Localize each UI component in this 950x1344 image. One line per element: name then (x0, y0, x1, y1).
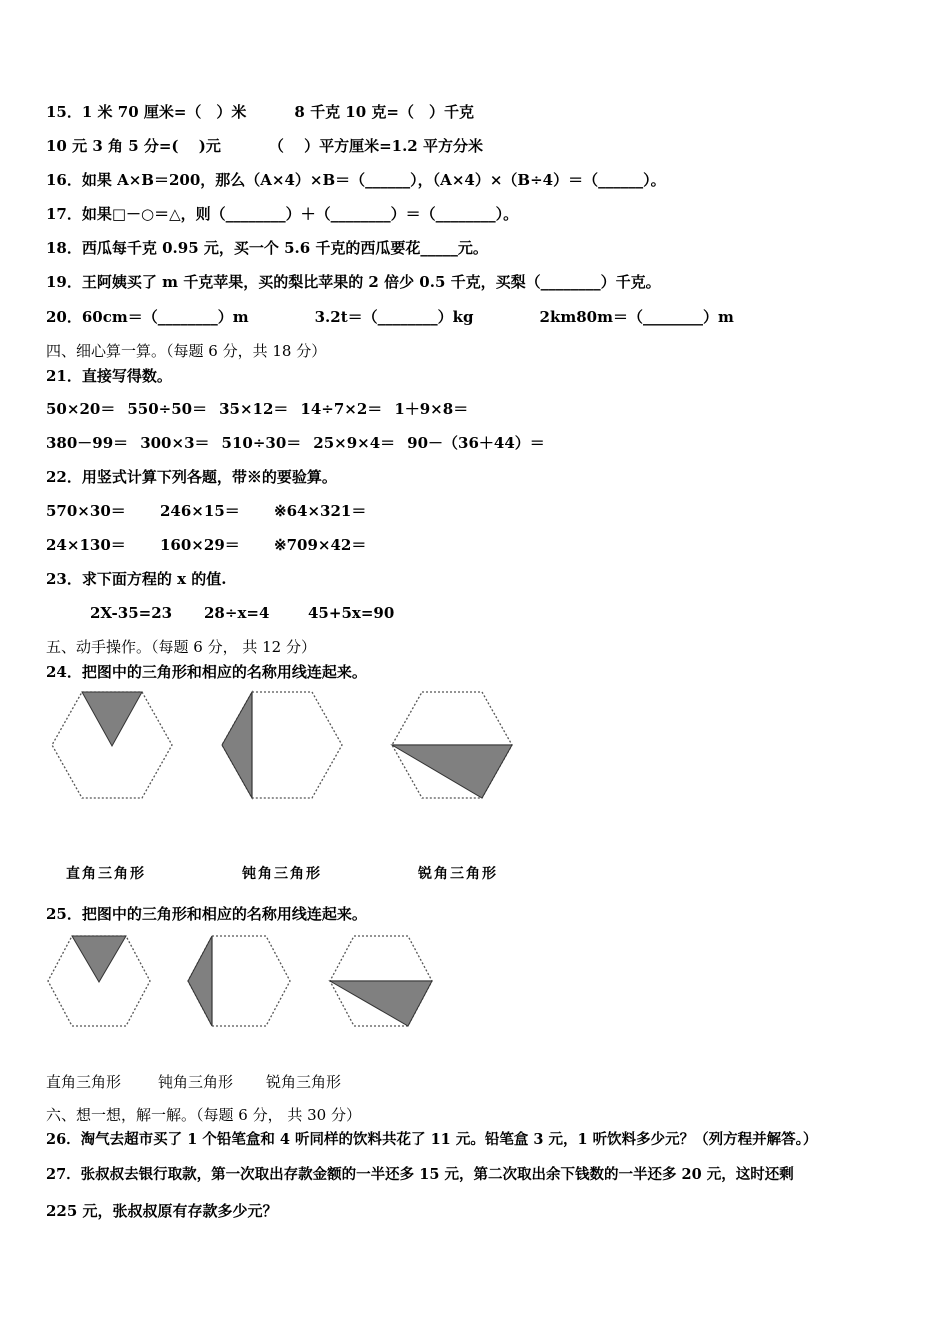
q21-item: 14÷7×2＝ (300, 400, 383, 418)
q22-item: ※64×321＝ (274, 502, 367, 520)
q25-title: 25．把图中的三角形和相应的名称用线连起来。 (46, 905, 367, 923)
q21-item: 380－99＝ (46, 434, 129, 452)
q22-item: 24×130＝ (46, 536, 126, 554)
q22-item: 246×15＝ (160, 502, 240, 520)
q21-item: 550÷50＝ (127, 400, 208, 418)
q18: 18．西瓜每千克 0.95 元，买一个 5.6 千克的西瓜要花_____元。 (46, 239, 488, 257)
q23-equation: 2X-35=23 (90, 604, 173, 622)
q20-a: 20．60cm＝（________）m (46, 308, 249, 326)
q20 (46, 307, 734, 327)
q25-hexagon-acute-triangle (328, 934, 434, 1028)
q24-label-obtuse: 钝角三角形 (242, 866, 322, 882)
q21-item: 50×20＝ (46, 400, 116, 418)
q22-item: ※709×42＝ (274, 536, 367, 554)
q22-item: 160×29＝ (160, 536, 240, 554)
q21-title: 21．直接写得数。 (46, 367, 172, 385)
q26: 26．淘气去超市买了 1 个铅笔盒和 4 听同样的饮料共花了 11 元。铅笔盒 3 元，1 听饮料多少元？（列方程并解答。） (46, 1131, 818, 1148)
q16: 16．如果 A×B＝200，那么（A×4）×B＝（______），（A×4）×（B÷4）＝（______）。 (46, 171, 666, 189)
q23-equation: 45+5x=90 (308, 604, 395, 622)
q20-c: 2km80m＝（________）m (539, 308, 734, 326)
q25-label-right: 直角三角形 (46, 1073, 122, 1091)
q15-line2 (46, 136, 483, 156)
q22-item: 570×30＝ (46, 502, 126, 520)
q27-line2: 225 元，张叔叔原有存款多少元？ (46, 1202, 278, 1220)
q23-title: 23．求下面方程的 x 的值. (46, 570, 227, 588)
q21-item: 25×9×4＝ (313, 434, 396, 452)
section6-heading: 六、想一想，解一解。（每题 6 分， 共 30 分） (46, 1106, 361, 1124)
q22-title: 22．用竖式计算下列各题，带※的要验算。 (46, 468, 337, 486)
q15-part-b: 8 千克 10 克=（ ）千克 (294, 103, 474, 121)
section4-heading: 四、细心算一算。（每题 6 分，共 18 分） (46, 342, 327, 360)
q24-hexagon-right-triangle (50, 690, 174, 802)
q24-label-acute: 锐角三角形 (418, 866, 498, 882)
section5-heading: 五、动手操作。（每题 6 分， 共 12 分） (46, 638, 316, 656)
q25-label-acute: 锐角三角形 (266, 1073, 342, 1091)
q25-label-obtuse: 钝角三角形 (158, 1073, 234, 1091)
q25-hexagon-right-triangle (46, 934, 152, 1028)
q19: 19．王阿姨买了 m 千克苹果，买的梨比苹果的 2 倍少 0.5 千克，买梨（________）千克。 (46, 273, 661, 291)
q24-hexagon-acute-triangle (390, 690, 514, 802)
q21-item: 35×12＝ (219, 400, 289, 418)
q20-b: 3.2t＝（________）kg (314, 308, 474, 326)
q21-row2 (46, 433, 545, 453)
q21-item: 90－（36＋44）＝ (407, 434, 545, 452)
q15-line1 (46, 102, 474, 122)
q15-part-a: 15．1 米 70 厘米=（ ）米 (46, 103, 247, 121)
q27-line1: 27．张叔叔去银行取款，第一次取出存款金额的一半还多 15 元，第二次取出余下钱数的一半还多 20 元，这时还剩 (46, 1166, 794, 1183)
q24-label-right: 直角三角形 (66, 866, 146, 882)
q21-item: 1＋9×8＝ (394, 400, 469, 418)
q21-item: 300×3＝ (140, 434, 210, 452)
q23-equation: 28÷x=4 (204, 604, 270, 622)
q17: 17．如果□－○＝△，则（________）＋（________）＝（________）。 (46, 205, 519, 223)
q15-part-d: （ ）平方厘米=1.2 平方分米 (268, 137, 483, 155)
q25-hexagon-obtuse-triangle (186, 934, 292, 1028)
q24-title: 24．把图中的三角形和相应的名称用线连起来。 (46, 663, 367, 681)
q15-part-c: 10 元 3 角 5 分=( )元 (46, 137, 221, 155)
q21-row1 (46, 399, 468, 419)
q24-hexagon-obtuse-triangle (220, 690, 344, 802)
q21-item: 510÷30＝ (221, 434, 302, 452)
